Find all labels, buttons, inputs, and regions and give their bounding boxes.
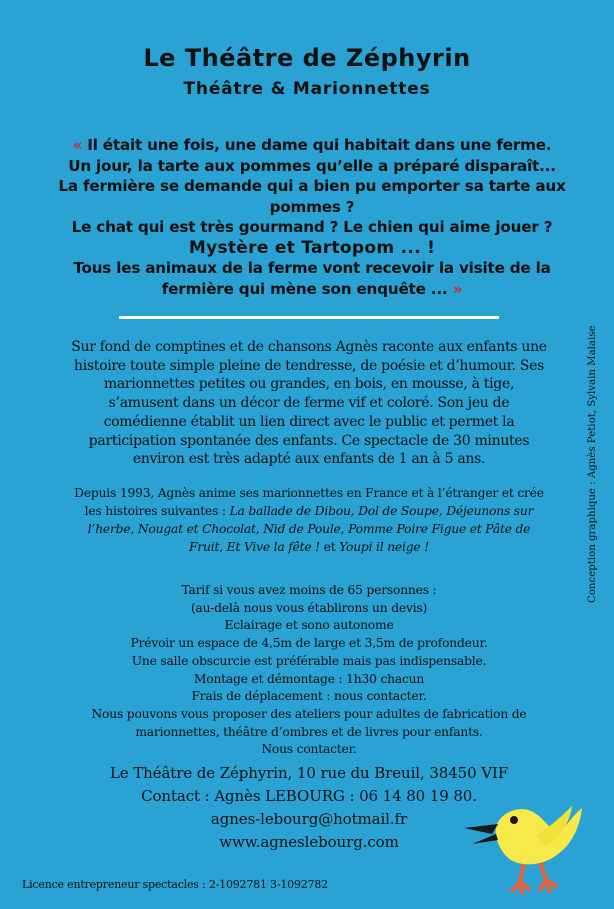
info-line: Prévoir un espace de 4,5m de large et 3,5m de profondeur. (130, 636, 488, 651)
yellow-bird-icon (462, 798, 587, 896)
intro-line: « Il était une fois, une dame qui habitait dans une ferme. (72, 136, 552, 154)
info-line: Nous pouvons vous proposer des ateliers pour adultes de fabrication de marionnettes, théâtre d’ombres et de livres pour enfants. (91, 706, 527, 739)
show-title: Pomme Poire Figue et Pâte de Fruit, (189, 522, 531, 554)
intro-line: Le chat qui est très gourmand ? Le chien qui aime jouer ? (71, 218, 553, 236)
show-title: Déjeunons sur l’herbe, (87, 504, 534, 536)
info-line: Montage et démontage : 1h30 chacun (193, 671, 425, 686)
contact-address: Le Théâtre de Zéphyrin, 10 rue du Breuil, 38450 VIF (109, 764, 509, 782)
show-description: Sur fond de comptines et de chansons Agnès raconte aux enfants une histoire toute simple pleine de tendresse, de poésie et d’humour. Ses marionnettes petites ou grandes, en bois, en mousse, à tige, s’amusent dans un décor de ferme vif et coloré. Son jeu de comédienne établit un lien direct avec le public et permet la participation spontanée des enfants. Ce spectacle de 30 minutes environ est très adapté aux enfants de 1 an à 5 ans. (71, 339, 547, 468)
practical-info (60, 582, 558, 759)
history-paragraph: Depuis 1993, Agnès anime ses marionnettes en France et à l’étranger et crée les histoires suivantes : La ballade de Dibou, Dol de Soupe, Déjeunons sur l’herbe, Nougat et Chocolat, Nid de Poule, Pomme Poire Figue et Pâte de Fruit, Et Vive la fête ! et Youpi il neige ! (74, 486, 544, 554)
divider-line (119, 316, 499, 319)
open-quote: « (72, 136, 88, 154)
graphic-credit: Conception graphique : Agnès Petiot, Sylvain Malaise (587, 325, 598, 603)
show-title: Dol de Soupe, (358, 504, 443, 518)
license-number: Licence entrepreneur spectacles : 2-1092781 3-1092782 (22, 878, 328, 891)
intro-line: Un jour, la tarte aux pommes qu’elle a préparé disparaît... (68, 156, 556, 175)
show-title: Youpi il neige ! (339, 540, 429, 554)
intro-story (50, 135, 574, 299)
contact-phone: Contact : Agnès LEBOURG : 06 14 80 19 80. (141, 787, 477, 805)
info-line: Tarif si vous avez moins de 65 personnes : (181, 583, 437, 597)
contact-email[interactable]: agnes-lebourg@hotmail.fr (210, 810, 408, 828)
info-line: Nous contacter. (261, 742, 357, 757)
intro-line: Tous les animaux de la ferme vont recevoir la visite de la fermière qui mène son enquête ... » (73, 259, 551, 298)
page-title: Le Théâtre de Zéphyrin (143, 44, 471, 72)
info-line: Une salle obscurcie est préférable mais pas indispensable. (131, 653, 487, 668)
intro-line: La fermière se demande qui a bien pu emporter sa tarte aux pommes ? (58, 177, 566, 216)
intro-highlight: Mystère et Tartopom ... ! (188, 237, 436, 258)
show-title: Nougat et Chocolat, (137, 522, 260, 536)
contact-website[interactable]: www.agneslebourg.com (219, 833, 399, 851)
show-title: La ballade de Dibou, (229, 504, 355, 518)
close-quote: » (447, 279, 463, 298)
page-subtitle: Théâtre & Marionnettes (183, 79, 431, 99)
info-line: (au-delà nous vous établirons un devis) (190, 600, 428, 615)
show-title: Nid de Poule, (263, 522, 345, 536)
show-title: Et Vive la fête ! (226, 540, 320, 554)
info-line: Frais de déplacement : nous contacter. (191, 689, 427, 704)
info-line: Eclairage et sono autonome (224, 618, 394, 633)
